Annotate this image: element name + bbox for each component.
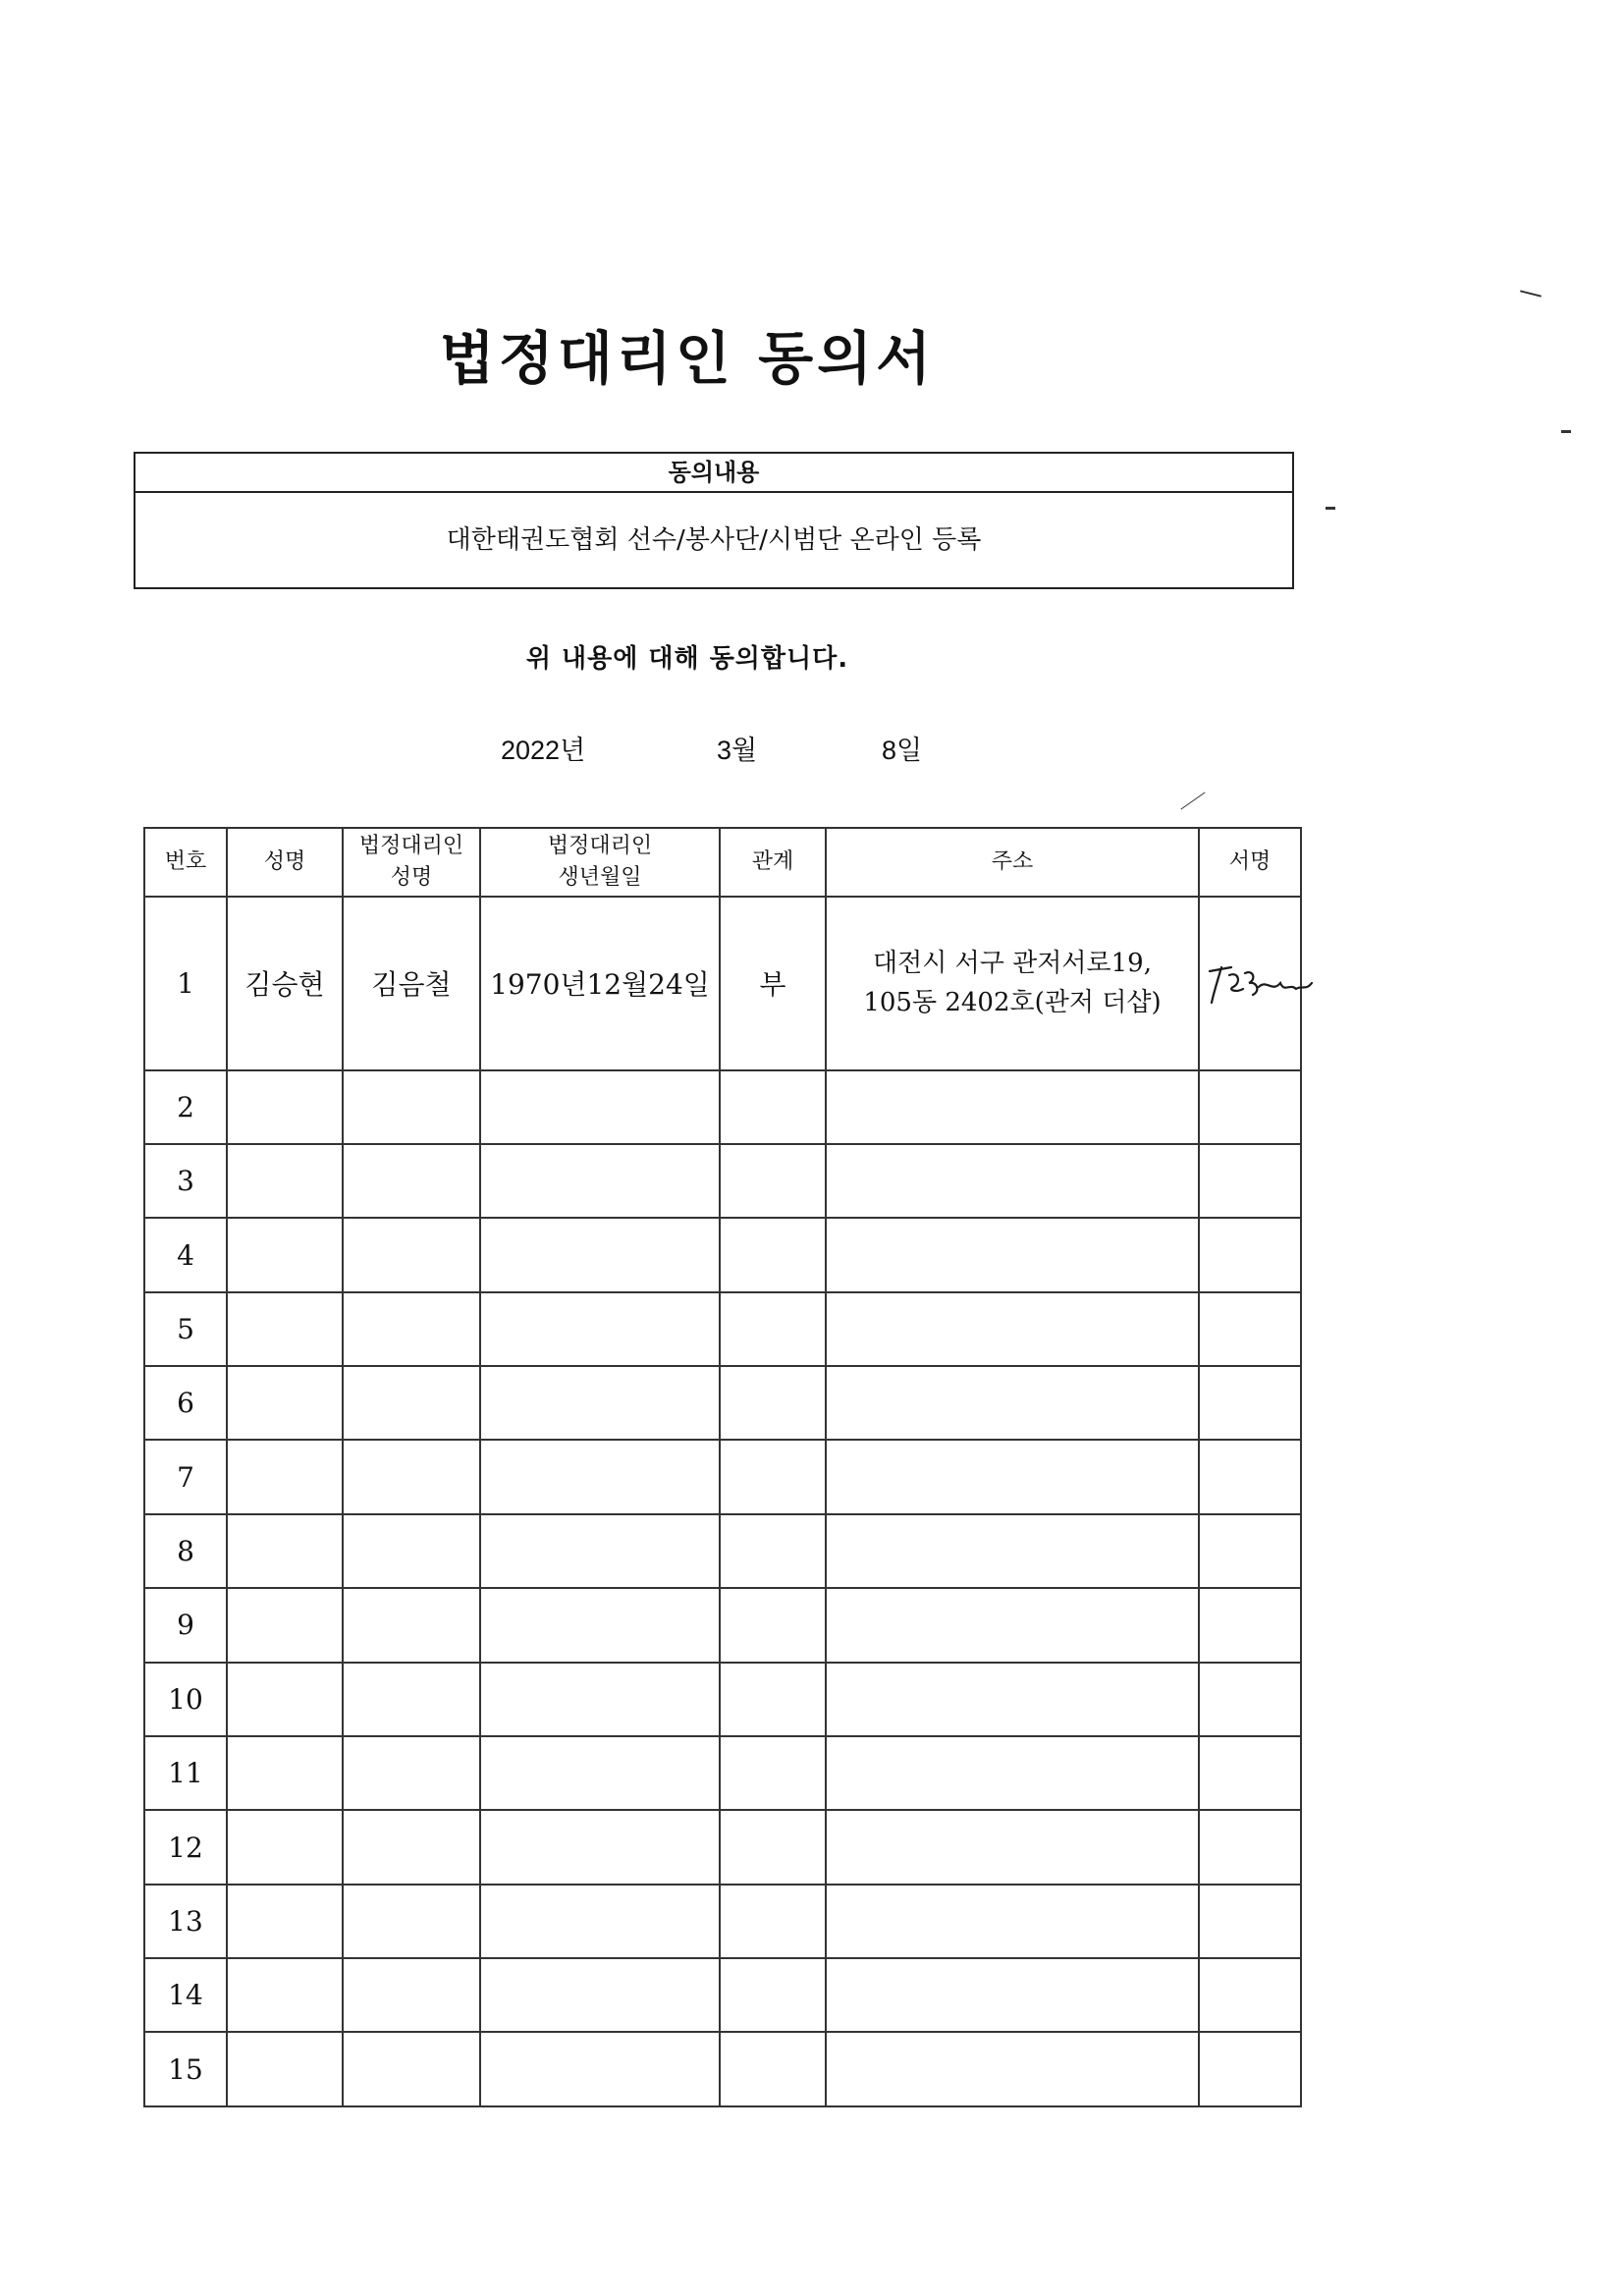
consent-content: 대한태권도협회 선수/봉사단/시범단 온라인 등록 xyxy=(446,525,982,555)
row-name xyxy=(227,1810,343,1884)
table-row xyxy=(144,1663,1301,1736)
row-no: 8 xyxy=(144,1514,227,1588)
row-name xyxy=(227,1663,343,1736)
row-guardian-birth xyxy=(480,1292,720,1366)
row-guardian-name xyxy=(343,1440,480,1513)
row-no: 12 xyxy=(144,1810,227,1884)
row-guardian-name xyxy=(343,1810,480,1884)
row-guardian-birth xyxy=(480,1736,720,1810)
row-address xyxy=(826,1144,1199,1218)
row-relation xyxy=(720,1514,826,1588)
date-year: 2022년 xyxy=(501,736,586,765)
row-guardian-birth xyxy=(480,1144,720,1218)
header-guardian-name xyxy=(343,828,480,897)
row-name xyxy=(227,1588,343,1662)
row-address xyxy=(826,1736,1199,1810)
row-name xyxy=(227,1070,343,1144)
row-guardian-name xyxy=(343,1218,480,1291)
row-address xyxy=(826,1292,1199,1366)
header-address: 주소 xyxy=(826,828,1199,897)
row-name: 김승현 xyxy=(227,897,343,1070)
row-relation xyxy=(720,1144,826,1218)
row-guardian-name xyxy=(343,1736,480,1810)
page-title: 법정대리인 동의서 xyxy=(439,325,936,392)
row-no: 3 xyxy=(144,1144,227,1218)
row-name xyxy=(227,1292,343,1366)
table-row xyxy=(144,1958,1301,2032)
row-address xyxy=(826,1810,1199,1884)
header-relation: 관계 xyxy=(720,828,826,897)
row-name xyxy=(227,1514,343,1588)
row-signature xyxy=(1199,1218,1301,1291)
row-guardian-birth xyxy=(480,1885,720,1958)
table-row xyxy=(144,1144,1301,1218)
row-signature xyxy=(1199,1588,1301,1662)
row-relation: 부 xyxy=(720,897,826,1070)
scan-speck xyxy=(1326,507,1335,510)
row-guardian-name xyxy=(343,1958,480,2032)
row-signature xyxy=(1199,1958,1301,2032)
row-name xyxy=(227,2032,343,2106)
header-guardian-name-line2: 성명 xyxy=(390,865,433,890)
row-relation xyxy=(720,1588,826,1662)
row-guardian-name xyxy=(343,1663,480,1736)
row-guardian-birth xyxy=(480,1070,720,1144)
table-row xyxy=(144,1440,1301,1513)
row-name xyxy=(227,1885,343,1958)
table-row xyxy=(144,1588,1301,1662)
row-name xyxy=(227,1218,343,1291)
row-no: 14 xyxy=(144,1958,227,2032)
row-signature xyxy=(1199,1736,1301,1810)
header-guardian-name-line1: 법정대리인 xyxy=(358,834,464,858)
row-address xyxy=(826,1366,1199,1440)
row-guardian-name: 김음철 xyxy=(343,897,480,1070)
row-relation xyxy=(720,2032,826,2106)
row-no: 13 xyxy=(144,1885,227,1958)
header-guardian-birth-line2: 생년월일 xyxy=(558,865,642,890)
row-guardian-name xyxy=(343,1885,480,1958)
address-line2: 105동 2402호(관저 더샵) xyxy=(863,988,1162,1018)
row-signature xyxy=(1199,1663,1301,1736)
table-row xyxy=(144,1366,1301,1440)
row-guardian-birth xyxy=(480,1514,720,1588)
row-name xyxy=(227,1144,343,1218)
header-guardian-birth-line1: 법정대리인 xyxy=(547,834,653,858)
row-name xyxy=(227,1958,343,2032)
header-name: 성명 xyxy=(227,828,343,897)
row-address xyxy=(826,1663,1199,1736)
consent-heading: 동의내용 xyxy=(135,454,1292,493)
row-signature xyxy=(1199,1070,1301,1144)
scan-speck xyxy=(1520,290,1542,297)
table-row xyxy=(144,1810,1301,1884)
row-relation xyxy=(720,1366,826,1440)
row-no: 10 xyxy=(144,1663,227,1736)
table-row xyxy=(144,2032,1301,2106)
row-relation xyxy=(720,1440,826,1513)
row-relation xyxy=(720,1663,826,1736)
row-guardian-name xyxy=(343,1366,480,1440)
row-signature xyxy=(1199,1366,1301,1440)
row-signature xyxy=(1199,1144,1301,1218)
row-address xyxy=(826,1885,1199,1958)
row-guardian-birth xyxy=(480,1218,720,1291)
row-relation xyxy=(720,1810,826,1884)
row-address xyxy=(826,1588,1199,1662)
row-guardian-name xyxy=(343,1514,480,1588)
header-signature: 서명 xyxy=(1199,828,1301,897)
table-header-row xyxy=(144,828,1301,897)
row-guardian-birth xyxy=(480,1958,720,2032)
row-signature xyxy=(1199,1514,1301,1588)
row-signature xyxy=(1199,1292,1301,1366)
row-no: 9 xyxy=(144,1588,227,1662)
row-no: 5 xyxy=(144,1292,227,1366)
row-guardian-name xyxy=(343,1070,480,1144)
row-relation xyxy=(720,1736,826,1810)
header-guardian-birth xyxy=(480,828,720,897)
row-no: 7 xyxy=(144,1440,227,1513)
row-name xyxy=(227,1366,343,1440)
row-signature xyxy=(1199,897,1301,1070)
row-address xyxy=(826,1440,1199,1513)
scan-speck xyxy=(1561,430,1571,433)
row-address xyxy=(826,897,1199,1070)
row-no: 2 xyxy=(144,1070,227,1144)
row-relation xyxy=(720,1070,826,1144)
date-month: 3월 xyxy=(717,736,758,765)
row-address xyxy=(826,1218,1199,1291)
agreement-statement: 위 내용에 대해 동의합니다. xyxy=(525,644,849,674)
table-row xyxy=(144,1885,1301,1958)
row-no: 11 xyxy=(144,1736,227,1810)
row-address xyxy=(826,1514,1199,1588)
row-guardian-birth xyxy=(480,1810,720,1884)
row-name xyxy=(227,1440,343,1513)
row-relation xyxy=(720,1885,826,1958)
row-guardian-name xyxy=(343,2032,480,2106)
row-no: 4 xyxy=(144,1218,227,1291)
row-address xyxy=(826,2032,1199,2106)
scan-speck xyxy=(1180,792,1205,809)
table-body xyxy=(144,897,1301,2106)
row-guardian-birth xyxy=(480,1588,720,1662)
row-no: 15 xyxy=(144,2032,227,2106)
row-guardian-birth xyxy=(480,1440,720,1513)
handwritten-signature xyxy=(1200,954,1318,1012)
consent-box xyxy=(134,452,1294,589)
row-relation xyxy=(720,1958,826,2032)
row-guardian-name xyxy=(343,1588,480,1662)
table-row xyxy=(144,1218,1301,1291)
row-guardian-name xyxy=(343,1144,480,1218)
row-relation xyxy=(720,1218,826,1291)
row-guardian-birth xyxy=(480,1663,720,1736)
row-signature xyxy=(1199,1810,1301,1884)
row-guardian-name xyxy=(343,1292,480,1366)
row-no: 6 xyxy=(144,1366,227,1440)
registration-table xyxy=(143,827,1302,2107)
row-signature xyxy=(1199,1885,1301,1958)
row-guardian-birth xyxy=(480,2032,720,2106)
header-no: 번호 xyxy=(144,828,227,897)
table-row xyxy=(144,1292,1301,1366)
address-line1: 대전시 서구 관저서로19, xyxy=(873,949,1152,979)
row-guardian-birth: 1970년12월24일 xyxy=(480,897,720,1070)
row-name xyxy=(227,1736,343,1810)
row-signature xyxy=(1199,1440,1301,1513)
row-signature xyxy=(1199,2032,1301,2106)
date-day: 8일 xyxy=(882,736,923,765)
row-relation xyxy=(720,1292,826,1366)
row-guardian-birth xyxy=(480,1366,720,1440)
row-address xyxy=(826,1070,1199,1144)
table-row xyxy=(144,1070,1301,1144)
table-row xyxy=(144,1736,1301,1810)
row-address xyxy=(826,1958,1199,2032)
table-row xyxy=(144,1514,1301,1588)
table-row xyxy=(144,897,1301,1070)
row-no: 1 xyxy=(144,897,227,1070)
